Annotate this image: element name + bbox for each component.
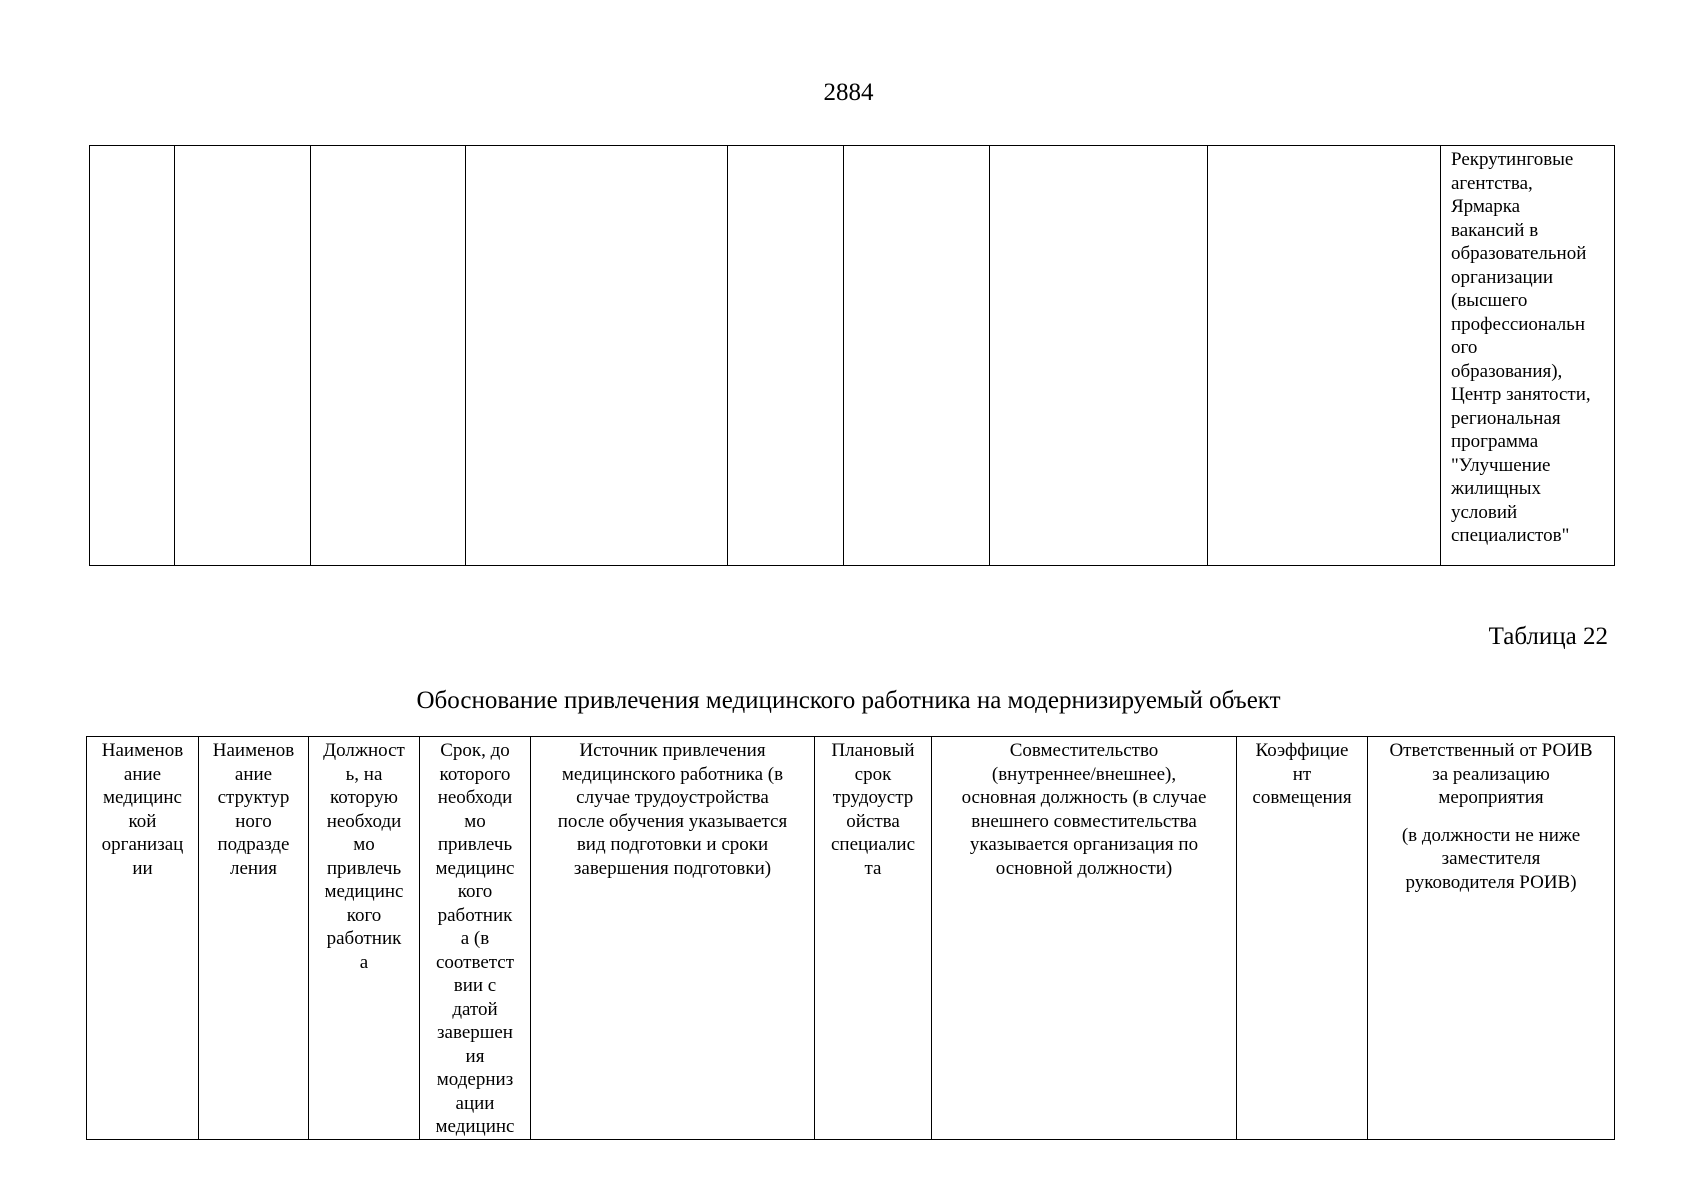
continuation-table [89, 145, 1615, 566]
main-table [86, 736, 1615, 1140]
table-cell [1208, 146, 1441, 566]
table-cell [175, 146, 311, 566]
table-label: Таблица 22 [1488, 623, 1608, 650]
header-planned-hire-date: Плановый срок трудоустр ойства специалис та [815, 737, 932, 1140]
header-part-time: Совместительство (внутреннее/внешнее), основная должность (в случае внешнего совместительства указывается организация по основной должности) [932, 737, 1237, 1140]
page-number: 2884 [823, 79, 874, 106]
table-header-row [87, 737, 1615, 1140]
table-title: Обоснование привлечения медицинского работника на модернизируемый объект [416, 687, 1281, 714]
table-cell [728, 146, 844, 566]
header-recruitment-source: Источник привлечения медицинского работника (в случае трудоустройства после обучения указывается вид подготовки и сроки завершения подготовки) [531, 737, 815, 1140]
header-unit-name: Наименов ание структур ного подразде ления [199, 737, 309, 1140]
responsible-label: Ответственный от РОИВ за реализацию мероприятия [1389, 740, 1593, 808]
header-responsible-person [1368, 737, 1615, 1140]
header-combination-coefficient: Коэффицие нт совмещения [1237, 737, 1368, 1140]
table-cell [311, 146, 466, 566]
table-cell [90, 146, 175, 566]
header-deadline: Срок, до которого необходи мо привлечь медицинс кого работник а (в соответст вии с датой завершен ия модерниз ации медицинс [420, 737, 531, 1140]
responsible-note: (в должности не ниже заместителя руководителя РОИВ) [1401, 824, 1581, 893]
header-organization-name: Наименов ание медицинс кой организац ии [87, 737, 199, 1140]
table-row [90, 146, 1615, 566]
table-cell [466, 146, 728, 566]
header-position: Должност ь, на которую необходи мо привлечь медицинс кого работник а [309, 737, 420, 1140]
table-cell [844, 146, 990, 566]
table-cell [990, 146, 1208, 566]
sources-cell: Рекрутинговые агентства, Ярмарка вакансий в образовательной организации (высшего профессиональн ого образования), Центр занятости, региональная программа "Улучшение жилищных условий специалистов" [1441, 146, 1615, 566]
